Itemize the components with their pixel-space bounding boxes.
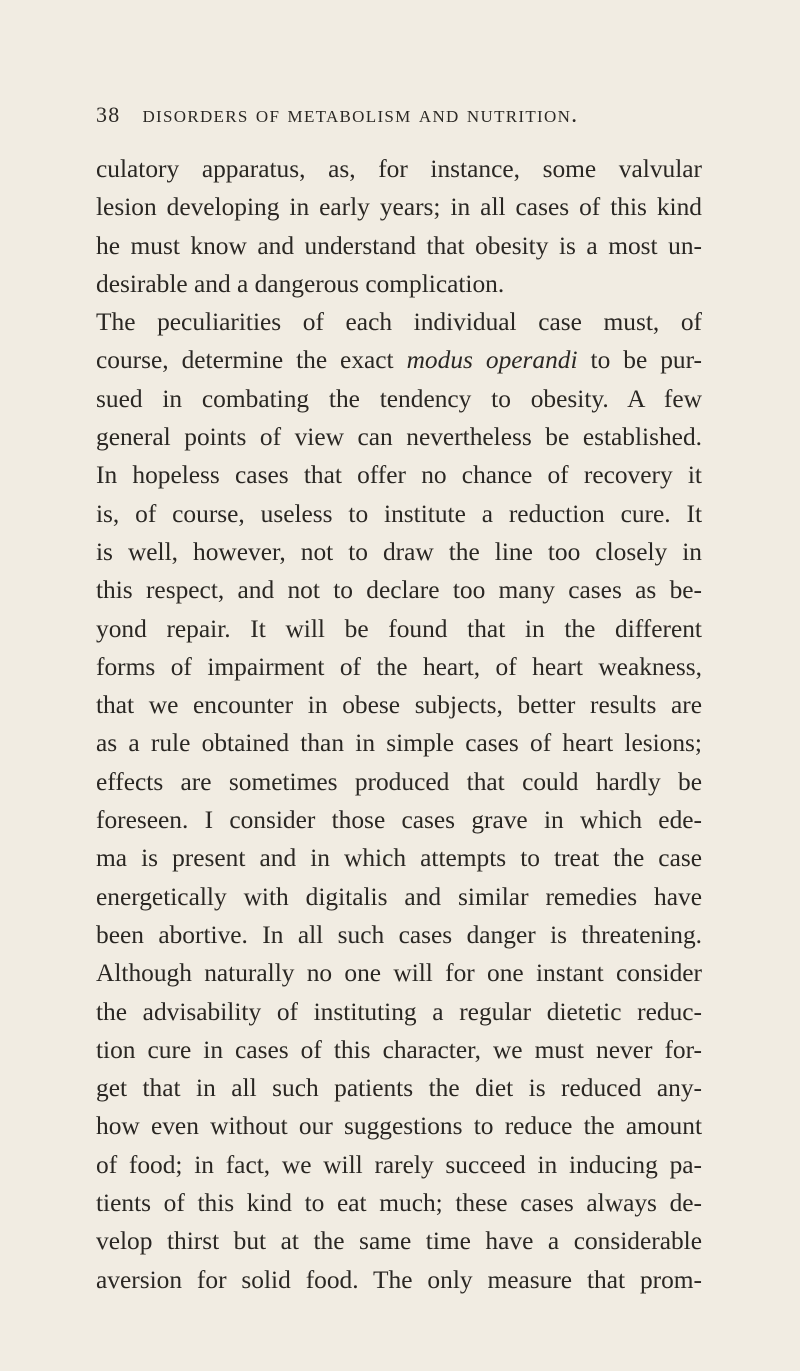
text-line: In hopeless cases that offer no chance of recovery it xyxy=(96,461,702,490)
text-line: is, of course, useless to institute a reduction cure. It xyxy=(96,499,702,528)
body-text xyxy=(96,150,702,1299)
text-line: sued in combating the tendency to obesity. A few xyxy=(96,384,702,413)
text-line: effects are sometimes produced that could hardly be xyxy=(96,767,702,796)
text-line: that we encounter in obese subjects, better results are xyxy=(96,691,702,720)
text-line: tients of this kind to eat much; these cases always de- xyxy=(96,1189,702,1218)
running-head xyxy=(96,102,696,132)
text-line: velop thirst but at the same time have a considerable xyxy=(96,1227,702,1256)
page-number: 38 xyxy=(96,102,121,127)
text-line: The peculiarities of each individual case must, of xyxy=(96,308,702,337)
text-line: the advisability of instituting a regular dietetic reduc- xyxy=(96,997,702,1026)
text-line: forms of impairment of the heart, of heart weakness, xyxy=(96,652,702,681)
text-segment: course, determine the exact xyxy=(96,346,407,375)
text-line: get that in all such patients the diet is reduced any- xyxy=(96,1074,702,1103)
text-line: how even without our suggestions to reduce the amount xyxy=(96,1112,702,1141)
chapter-title: disorders of metabolism and nutrition. xyxy=(142,102,579,128)
text-line: culatory apparatus, as, for instance, some valvular xyxy=(96,155,702,183)
text-line: aversion for solid food. The only measure that prom- xyxy=(96,1265,702,1294)
text-line: tion cure in cases of this character, we must never for- xyxy=(96,1035,702,1064)
text-line: lesion developing in early years; in all cases of this kind xyxy=(96,193,702,222)
text-line: is well, however, not to draw the line too closely in xyxy=(96,537,702,566)
text-line: energetically with digitalis and similar remedies have xyxy=(96,882,702,911)
text-line: he must know and understand that obesity is a most un- xyxy=(96,231,702,260)
italic-phrase: modus operandi xyxy=(406,346,578,375)
text-line-with-italic xyxy=(96,341,702,379)
text-line: desirable and a dangerous complication. xyxy=(96,269,505,298)
text-line: as a rule obtained than in simple cases of heart lesions; xyxy=(96,729,702,758)
text-line: been abortive. In all such cases danger is threatening. xyxy=(96,920,702,949)
text-segment: to be pur- xyxy=(577,346,702,375)
text-line: of food; in fact, we will rarely succeed in inducing pa- xyxy=(96,1150,702,1179)
text-line: yond repair. It will be found that in the different xyxy=(96,614,702,643)
text-line: foreseen. I consider those cases grave in which ede- xyxy=(96,806,702,835)
text-line: this respect, and not to declare too many cases as be- xyxy=(96,576,702,605)
text-line: ma is present and in which attempts to treat the case xyxy=(96,844,702,873)
text-line: general points of view can nevertheless be established. xyxy=(96,423,702,452)
text-line: Although naturally no one will for one instant consider xyxy=(96,959,702,988)
